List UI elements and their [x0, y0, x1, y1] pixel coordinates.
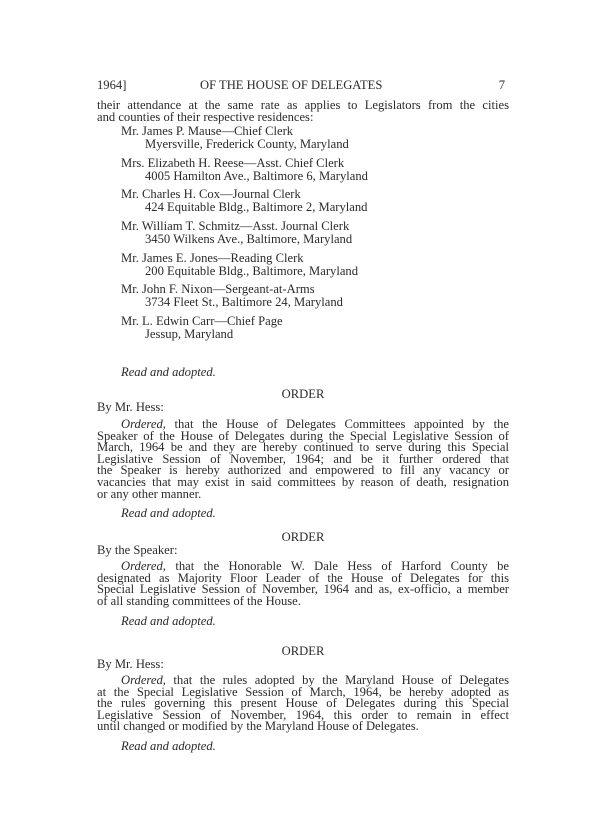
text-line: their attendance at the same rate as applies to Legislators from the cities: [97, 98, 509, 112]
read-and-adopted: Read and adopted.: [121, 739, 216, 753]
read-and-adopted: Read and adopted.: [121, 365, 216, 379]
clerk-entry: [121, 252, 358, 278]
clerk-name: Mrs. Elizabeth H. Reese—Asst. Chief Clerk: [121, 156, 345, 170]
page-number: 7: [498, 78, 505, 92]
clerk-address: 3734 Fleet St., Baltimore 24, Maryland: [145, 295, 343, 309]
clerk-entry: [121, 315, 283, 341]
header-year: 1964]: [97, 78, 127, 92]
clerk-entry: [121, 125, 349, 151]
text-line: Special Legislative Session of November, 1964 and as, ex-officio, a member: [97, 582, 509, 597]
order-heading: ORDER: [281, 530, 325, 544]
text-line: March, 1964 be and they are hereby continued to serve during this Special: [97, 440, 509, 455]
text-line: designated as Majority Floor Leader of the House of Delegates for this: [97, 570, 509, 585]
clerk-entry: [121, 188, 367, 214]
clerk-name: Mr. John F. Nixon—Sergeant-at-Arms: [121, 282, 315, 296]
read-and-adopted: Read and adopted.: [121, 506, 216, 520]
clerk-name: Mr. James E. Jones—Reading Clerk: [121, 251, 304, 265]
text-line: until changed or modified by the Maryland House of Delegates.: [97, 719, 419, 734]
text-line: vacancies that may exist in said committees by reason of death, resignation: [97, 474, 509, 489]
text-line: the Speaker is hereby authorized and empowered to fill any vacancy or: [97, 463, 509, 478]
text-span: that the rules adopted by the Maryland House of Delegates: [165, 673, 509, 687]
clerk-name: Mr. L. Edwin Carr—Chief Page: [121, 314, 283, 328]
ordered-word: Ordered,: [121, 673, 166, 687]
text-line: and counties of their respective residences:: [97, 109, 314, 124]
clerk-entry: [121, 157, 368, 183]
clerk-entry: [121, 220, 352, 246]
text-span: that the House of Delegates Committees appointed by the: [165, 417, 509, 431]
order-by: By the Speaker:: [97, 543, 178, 557]
clerk-name: Mr. William T. Schmitz—Asst. Journal Clerk: [121, 219, 350, 233]
clerk-address: 424 Equitable Bldg., Baltimore 2, Maryland: [145, 200, 368, 214]
text-line: or any other manner.: [97, 486, 202, 501]
clerk-address: 200 Equitable Bldg., Baltimore, Maryland: [145, 264, 359, 278]
order-heading: ORDER: [281, 644, 325, 658]
text-line: of all standing committees of the House.: [97, 593, 301, 608]
order-by: By Mr. Hess:: [97, 657, 164, 671]
order-paragraph: [97, 419, 509, 500]
text-line: Legislative Session of November, 1964; and be it further ordered that: [97, 451, 509, 466]
intro-paragraph: [97, 100, 509, 123]
ordered-word: Ordered,: [121, 417, 166, 431]
running-header: [97, 78, 509, 94]
order-by: By Mr. Hess:: [97, 400, 164, 414]
clerk-name: Mr. James P. Mause—Chief Clerk: [121, 124, 294, 138]
ordered-word: Ordered,: [121, 559, 166, 573]
header-title: OF THE HOUSE OF DELEGATES: [200, 78, 383, 92]
clerk-name: Mr. Charles H. Cox—Journal Clerk: [121, 187, 301, 201]
clerk-address: Jessup, Maryland: [145, 327, 234, 341]
text-line: the rules governing this present House of Delegates during this Special: [97, 696, 509, 711]
order-paragraph: [97, 561, 509, 607]
text-line: at the Special Legislative Session of March, 1964, be hereby adopted as: [97, 684, 509, 699]
clerk-address: Myersville, Frederick County, Maryland: [145, 137, 349, 151]
clerk-address: 3450 Wilkens Ave., Baltimore, Maryland: [145, 232, 353, 246]
text-span: that the Honorable W. Dale Hess of Harford County be: [165, 559, 509, 573]
clerk-entry: [121, 283, 343, 309]
order-paragraph: [97, 675, 509, 733]
text-line: Legislative Session of November, 1964, this order to remain in effect: [97, 707, 509, 722]
order-heading: ORDER: [281, 387, 325, 401]
clerk-address: 4005 Hamilton Ave., Baltimore 6, Maryland: [145, 169, 368, 183]
text-line: Speaker of the House of Delegates during the Special Legislative Session of: [97, 428, 509, 443]
read-and-adopted: Read and adopted.: [121, 614, 216, 628]
